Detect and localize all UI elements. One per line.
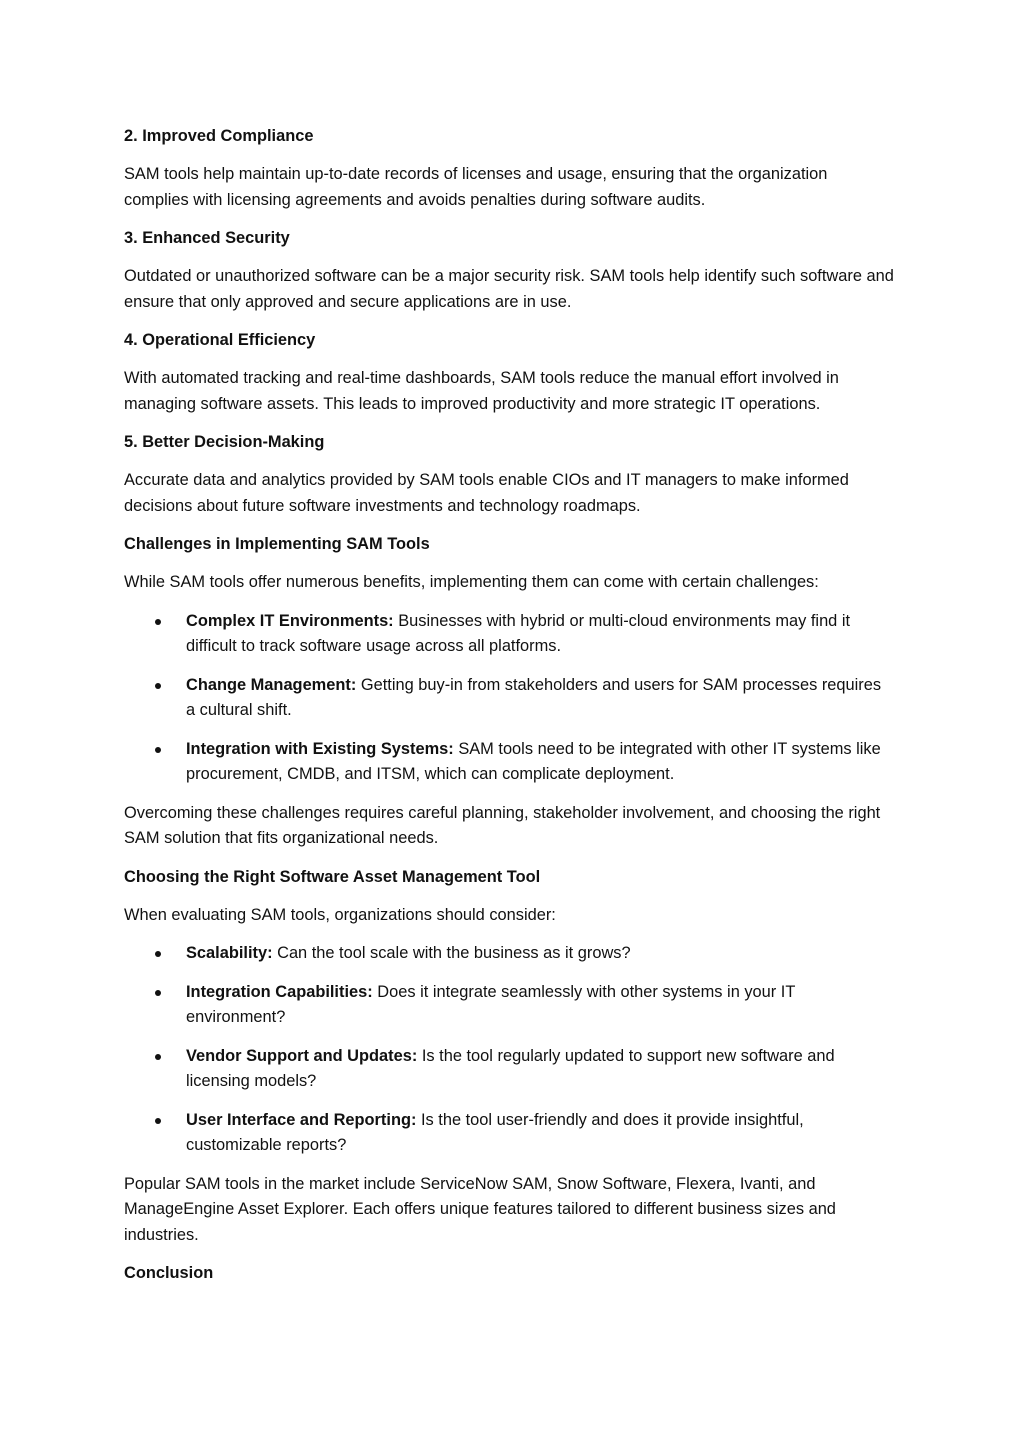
section-heading-security: 3. Enhanced Security bbox=[124, 229, 290, 247]
list-item-text: Is the tool regularly updated to support new software and licensing models? bbox=[186, 1046, 835, 1090]
list-item bbox=[124, 980, 894, 1031]
bullet-icon bbox=[155, 747, 161, 753]
list-item-term: User Interface and Reporting: bbox=[186, 1110, 417, 1129]
section-body-decisions: Accurate data and analytics provided by SAM tools enable CIOs and IT managers to make informed decisions about future software investments and technology roadmaps. bbox=[124, 471, 849, 515]
choosing-outro: Popular SAM tools in the market include ServiceNow SAM, Snow Software, Flexera, Ivanti, and ManageEngine Asset Explorer. Each offers unique features tailored to different business sizes and industries. bbox=[124, 1174, 836, 1244]
section-body-security: Outdated or unauthorized software can be a major security risk. SAM tools help identify such software and ensure that only approved and secure applications are in use. bbox=[124, 267, 894, 311]
choosing-intro: When evaluating SAM tools, organizations should consider: bbox=[124, 905, 556, 924]
list-item-term: Vendor Support and Updates: bbox=[186, 1046, 418, 1065]
choosing-list bbox=[124, 941, 894, 1159]
challenges-intro: While SAM tools offer numerous benefits, implementing them can come with certain challenges: bbox=[124, 573, 819, 591]
section-heading-choosing: Choosing the Right Software Asset Management Tool bbox=[124, 867, 541, 886]
list-item bbox=[124, 1108, 894, 1159]
list-item-term: Change Management: bbox=[186, 675, 357, 694]
list-item bbox=[124, 1044, 894, 1095]
bullet-icon bbox=[155, 990, 161, 996]
section-body-efficiency: With automated tracking and real-time dashboards, SAM tools reduce the manual effort involved in managing software assets. This leads to improved productivity and more strategic IT operations. bbox=[124, 369, 839, 413]
list-item-term: Complex IT Environments: bbox=[186, 611, 394, 630]
list-item-text: SAM tools need to be integrated with other IT systems like procurement, CMDB, and ITSM, which can complicate deployment. bbox=[186, 739, 881, 783]
challenges-list bbox=[124, 609, 894, 788]
section-heading-decisions: 5. Better Decision-Making bbox=[124, 433, 325, 451]
list-item-term: Integration Capabilities: bbox=[186, 982, 373, 1001]
document-page bbox=[124, 124, 894, 1299]
bullet-icon bbox=[155, 683, 161, 689]
list-item-text: Is the tool user-friendly and does it provide insightful, customizable reports? bbox=[186, 1110, 804, 1154]
bullet-icon bbox=[155, 1118, 161, 1124]
list-item bbox=[124, 737, 894, 788]
list-item bbox=[124, 673, 894, 724]
list-item bbox=[124, 941, 894, 967]
bullet-icon bbox=[155, 619, 161, 625]
list-item-text: Getting buy-in from stakeholders and users for SAM processes requires a cultural shift. bbox=[186, 675, 882, 719]
list-item-text: Can the tool scale with the business as it grows? bbox=[272, 944, 631, 962]
bullet-icon bbox=[155, 951, 161, 957]
section-heading-compliance: 2. Improved Compliance bbox=[124, 127, 314, 145]
list-item-text: Does it integrate seamlessly with other systems in your IT environment? bbox=[186, 982, 796, 1026]
section-heading-challenges: Challenges in Implementing SAM Tools bbox=[124, 535, 430, 553]
challenges-outro: Overcoming these challenges requires careful planning, stakeholder involvement, and choosing the right SAM solution that fits organizational needs. bbox=[124, 803, 881, 847]
list-item bbox=[124, 609, 894, 660]
section-body-compliance: SAM tools help maintain up-to-date records of licenses and usage, ensuring that the organization complies with licensing agreements and avoids penalties during software audits. bbox=[124, 165, 828, 209]
section-heading-efficiency: 4. Operational Efficiency bbox=[124, 331, 316, 349]
list-item-text: Businesses with hybrid or multi-cloud environments may find it difficult to track software usage across all platforms. bbox=[186, 611, 851, 655]
section-heading-conclusion: Conclusion bbox=[124, 1264, 214, 1282]
bullet-icon bbox=[155, 1054, 161, 1060]
list-item-term: Scalability: bbox=[186, 944, 273, 962]
list-item-term: Integration with Existing Systems: bbox=[186, 739, 454, 758]
